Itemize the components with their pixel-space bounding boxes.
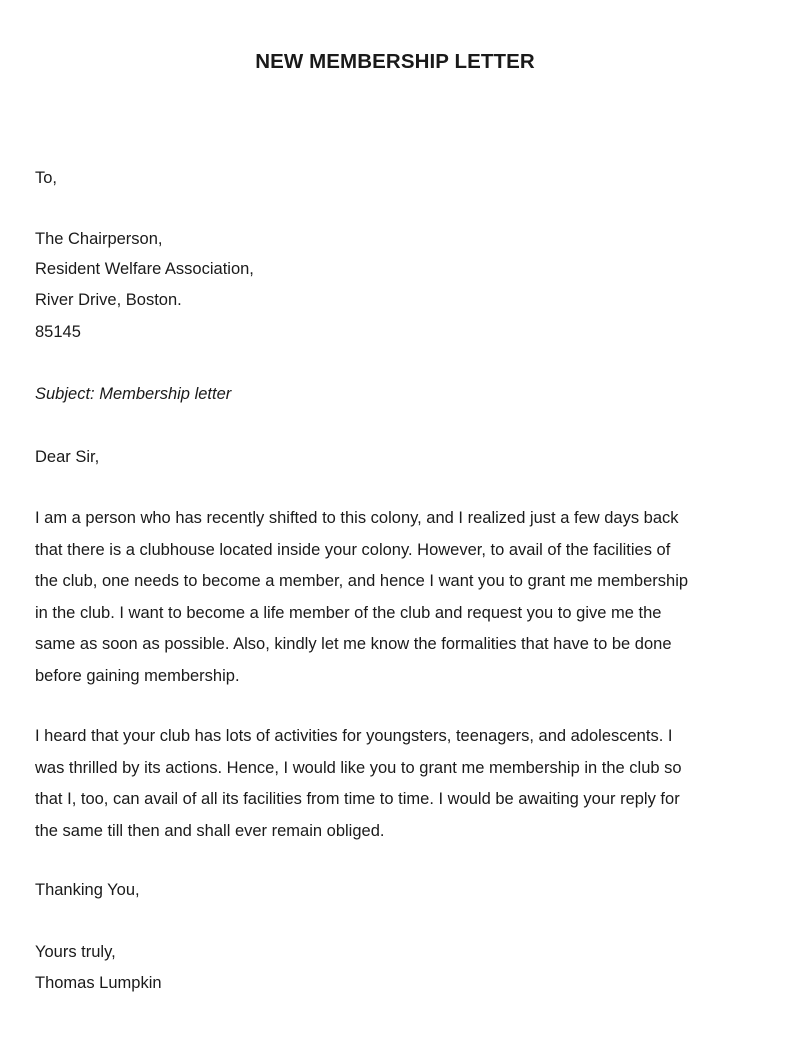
recipient-line: The Chairperson, <box>35 230 163 248</box>
paragraph-line: that there is a clubhouse located inside your colony. However, to avail of the facilities of <box>35 540 671 559</box>
body-paragraph-1 <box>35 508 765 697</box>
recipient-zip: 85145 <box>35 323 81 341</box>
paragraph-line: that I, too, can avail of all its facilities from time to time. I would be awaiting your reply for <box>35 790 680 808</box>
signoff: Yours truly, <box>35 943 116 961</box>
paragraph-line: the club, one needs to become a member, and hence I want you to grant me membership <box>35 572 689 590</box>
greeting: Dear Sir, <box>35 448 100 466</box>
body-paragraph-2 <box>35 726 765 852</box>
salutation-to: To, <box>35 169 58 187</box>
paragraph-line: before gaining membership. <box>35 666 240 685</box>
paragraph-line: I am a person who has recently shifted to this colony, and I realized just a few days back <box>35 509 679 527</box>
paragraph-line: I heard that your club has lots of activities for youngsters, teenagers, and adolescents. I <box>35 727 673 745</box>
paragraph-line: same as soon as possible. Also, kindly let me know the formalities that have to be done <box>35 635 672 653</box>
signature-name: Thomas Lumpkin <box>35 974 162 992</box>
closing: Thanking You, <box>35 881 140 899</box>
letter-title: NEW MEMBERSHIP LETTER <box>255 50 535 73</box>
recipient-line: River Drive, Boston. <box>35 291 182 309</box>
paragraph-line: in the club. I want to become a life member of the club and request you to give me the <box>35 603 662 622</box>
recipient-line: Resident Welfare Association, <box>35 260 254 278</box>
letter-subject: Subject: Membership letter <box>35 385 232 403</box>
paragraph-line: was thrilled by its actions. Hence, I would like you to grant me membership in the club so <box>35 758 682 777</box>
paragraph-line: the same till then and shall ever remain obliged. <box>35 821 385 840</box>
